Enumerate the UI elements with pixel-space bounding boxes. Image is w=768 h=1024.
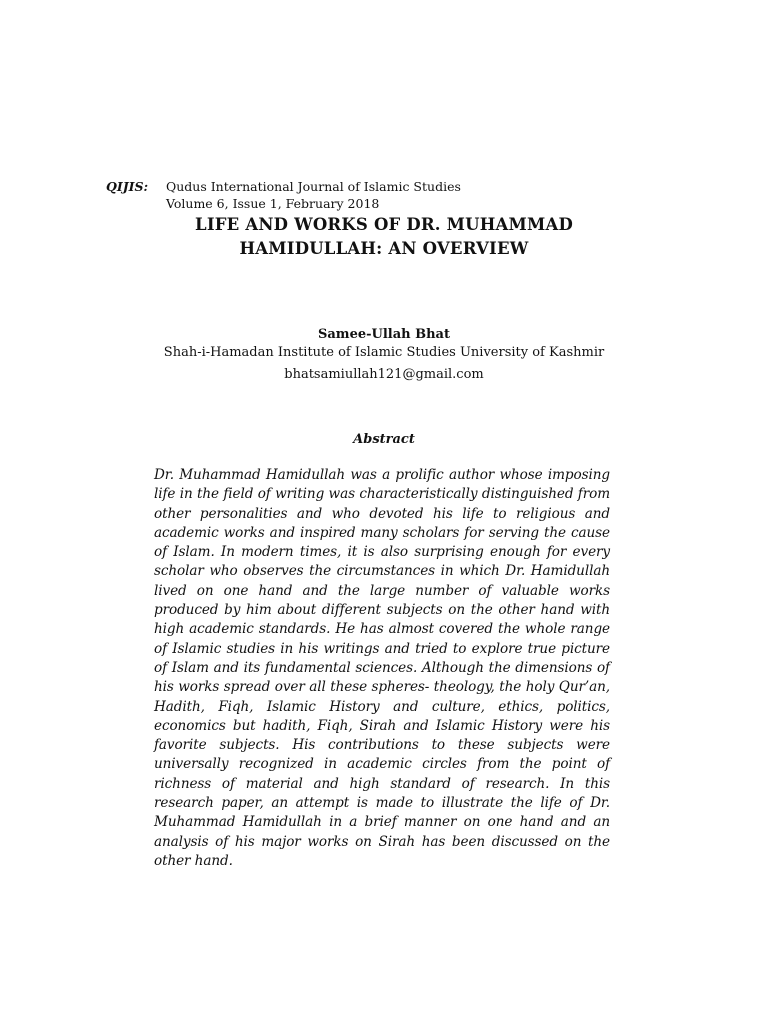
abstract-text: Dr. Muhammad Hamidullah was a prolific author whose imposing life in the field of writing was characteristically distinguished from other personalities and who devoted his life to religious and academic works and inspired many scholars for serving the cause of Islam. In modern times, it is also surprising enough for every scholar who observes the circumstances in which Dr. Hamidullah lived on one hand and the large number of valuable works produced by him about different subjects on the other hand with high academic standards. He has almost covered the whole range of Islamic studies in his writings and tried to explore true picture of Islam and its fundamental sciences. Although the dimensions of his works spread over all these spheres- theology, the holy Qur’an, Hadith, Fiqh, Islamic History and culture, ethics, politics, economics but hadith, Fiqh, Sirah and Islamic History were his favorite subjects. His contributions to these subjects were universally recognized in academic circles from the point of richness of material and high standard of research. In this research paper, an attempt is made to illustrate the life of Dr. Muhammad Hamidullah in a brief manner on one hand and an analysis of his major works on Sirah has been discussed on the other hand. xyxy=(154,467,610,869)
abstract-heading: Abstract xyxy=(353,432,415,447)
journal-name: Qudus International Journal of Islamic Studies xyxy=(166,179,461,194)
author-affiliation: Shah-i-Hamadan Institute of Islamic Studies University of Kashmir xyxy=(163,345,605,360)
volume-issue: Volume 6, Issue 1, February 2018 xyxy=(166,196,380,211)
journal-abbreviation: QIJIS: xyxy=(106,179,149,194)
article-title xyxy=(0,213,768,261)
author-email: bhatsamiullah121@gmail.com xyxy=(284,367,484,382)
article-title-line-2: HAMIDULLAH: AN OVERVIEW xyxy=(239,239,529,258)
journal-header xyxy=(106,179,461,194)
author-name: Samee-Ullah Bhat xyxy=(318,327,450,342)
article-title-line-1: LIFE AND WORKS OF DR. MUHAMMAD xyxy=(195,215,573,234)
